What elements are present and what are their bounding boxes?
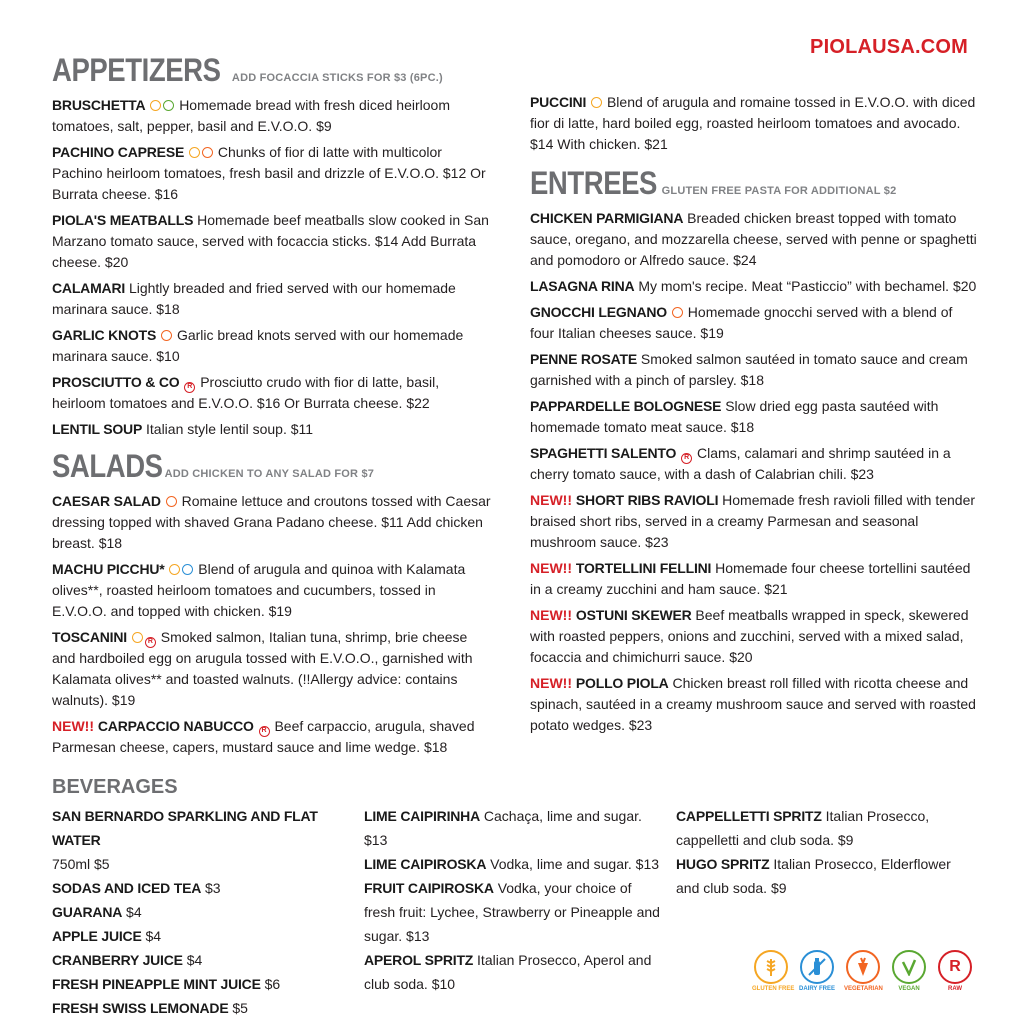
salads-title: SALADS [52, 448, 163, 484]
legend-vegan [890, 950, 928, 992]
item-description: Blend of arugula and romaine tossed in E.V.O.O. with diced fior di latte, hard boiled egg, roasted heirloom tomatoes and avocado. $14 With chicken. $21 [530, 94, 976, 152]
new-badge: NEW!! [530, 607, 572, 623]
menu-item-penne-rosate [530, 349, 980, 391]
appetizers-subtitle: ADD FOCACCIA STICKS FOR $3 (6PC.) [231, 72, 443, 84]
item-name: PACHINO CAPRESE [52, 144, 185, 160]
gluten-free-icon [169, 564, 180, 575]
menu-item-pollo-piola [530, 673, 980, 736]
item-name: CALAMARI [52, 280, 126, 296]
item-description: Homemade bread with fresh diced heirloom tomatoes, salt, pepper, basil and E.V.O.O. $9 [52, 97, 450, 134]
item-name: OSTUNI SKEWER [575, 607, 692, 623]
item-description: Breaded chicken breast topped with tomato sauce, oregano, and mozzarella cheese, served with penne or spaghetti and pomodoro or Alfredo sauce. $24 [530, 210, 977, 268]
item-name: CARPACCIO NABUCCO [97, 718, 254, 734]
raw-icon: R [259, 726, 270, 737]
item-description: Garlic bread knots served with our homemade marinara sauce. $10 [52, 327, 464, 364]
menu-item-toscanini [52, 627, 492, 711]
item-description: Homemade gnocchi served with a blend of four Italian cheeses sauce. $19 [530, 304, 953, 341]
beverages-title: BEVERAGES [52, 776, 178, 798]
legend-label: VEGAN [898, 986, 920, 992]
beverage-name: APEROL SPRITZ [364, 952, 474, 968]
item-name: POLLO PIOLA [575, 675, 669, 691]
beverage-name: SAN BERNARDO SPARKLING AND FLAT WATER [52, 808, 318, 848]
menu-item-lasagna-rina [530, 276, 980, 297]
item-description: Lightly breaded and fried served with our homemade marinara sauce. $18 [52, 280, 456, 317]
raw-icon: R [938, 950, 972, 984]
menu-item-short-ribs-ravioli [530, 490, 980, 553]
legend-label: RAW [948, 986, 962, 992]
dairy-free-icon [182, 564, 193, 575]
legend-label: DAIRY FREE [798, 986, 835, 992]
beverage-name: FRESH SWISS LEMONADE [52, 1000, 229, 1016]
beverages-column-3 [676, 804, 976, 900]
beverage-desc: Vodka, your choice of fresh fruit: Lychee, Strawberry or Pineapple and sugar. $13 [364, 880, 660, 944]
menu-item-tortellini-fellini [530, 558, 980, 600]
item-name: SHORT RIBS RAVIOLI [575, 492, 719, 508]
item-name: CAESAR SALAD [52, 493, 161, 509]
beverage-item [364, 804, 664, 852]
beverage-item [676, 804, 976, 852]
item-name: SPAGHETTI SALENTO [530, 445, 677, 461]
item-name: GNOCCHI LEGNANO [530, 304, 668, 320]
dietary-legend [752, 950, 974, 992]
salads-subtitle: ADD CHICKEN TO ANY SALAD FOR $7 [164, 468, 375, 480]
appetizers-header [52, 52, 492, 89]
menu-item-puccini [530, 92, 980, 155]
beverage-desc: $5 [232, 1000, 248, 1016]
item-description: Beef carpaccio, arugula, shaved Parmesan cheese, capers, mustard sauce and lime wedge. $18 [52, 718, 475, 755]
item-name: PROSCIUTTO & CO [52, 374, 180, 390]
item-name: TORTELLINI FELLINI [575, 560, 712, 576]
legend-label: GLUTEN FREE [752, 986, 795, 992]
raw-icon: R [184, 382, 195, 393]
beverage-desc: $4 [126, 904, 142, 920]
beverage-item [52, 804, 352, 876]
menu-item-ostuni-skewer [530, 605, 980, 668]
item-name: LASAGNA RINA [530, 278, 635, 294]
carrot-icon [846, 950, 880, 984]
beverage-desc: $4 [145, 928, 162, 944]
item-name: LENTIL SOUP [52, 421, 143, 437]
beverage-item [364, 948, 664, 996]
beverage-name: FRESH PINEAPPLE MINT JUICE [52, 976, 261, 992]
salads-header [52, 448, 492, 485]
beverage-name: CRANBERRY JUICE [52, 952, 183, 968]
entrees-header [530, 165, 980, 202]
new-badge: NEW!! [530, 492, 572, 508]
item-name: PAPPARDELLE BOLOGNESE [530, 398, 722, 414]
menu-item-caesar-salad [52, 491, 492, 554]
raw-icon: R [145, 637, 156, 648]
item-description: Clams, calamari and shrimp sautéed in a cherry tomato sauce, with a dash of Calabrian chili. $23 [530, 445, 951, 482]
menu-item-piolas-meatballs [52, 210, 492, 273]
gluten-free-icon [150, 100, 161, 111]
bottle-icon [800, 950, 834, 984]
gluten-free-icon [591, 97, 602, 108]
beverage-item [52, 972, 352, 996]
legend-label: VEGETARIAN [844, 986, 883, 992]
item-description: My mom's recipe. Meat “Pasticcio” with bechamel. $20 [638, 278, 977, 294]
item-description: Romaine lettuce and croutons tossed with Caesar dressing topped with shaved Grana Padano cheese. $11 Add chicken breast. $18 [52, 493, 491, 551]
menu-item-garlic-knots [52, 325, 492, 367]
vegetarian-icon [161, 330, 172, 341]
beverage-item [364, 852, 664, 876]
item-description: Chunks of fior di latte with multicolor Pachino heirloom tomatoes, fresh basil and drizzle of E.V.O.O. $12 Or Burrata cheese. $16 [52, 144, 486, 202]
item-description: Chicken breast roll filled with ricotta cheese and spinach, sautéed in a creamy mushroom sauce and served with roasted potato wedges. $23 [530, 675, 976, 733]
beverage-item [364, 876, 664, 948]
item-description: Homemade four cheese tortellini sautéed in a creamy zucchini and ham sauce. $21 [530, 560, 971, 597]
menu-item-lentil-soup [52, 419, 492, 440]
beverage-item [676, 852, 976, 900]
vegan-icon [163, 100, 174, 111]
beverage-item [52, 948, 352, 972]
beverages-column-2 [364, 804, 664, 996]
leaf-icon [892, 950, 926, 984]
beverages-column-1 [52, 804, 352, 1020]
item-description: Slow dried egg pasta sautéed with homemade tomato meat sauce. $18 [530, 398, 939, 435]
menu-item-gnocchi-legnano [530, 302, 980, 344]
item-description: Beef meatballs wrapped in speck, skewered with roasted peppers, onions and zucchini, served with a mixed salad, focaccia and chimichurri sauce. $20 [530, 607, 969, 665]
menu-item-bruschetta [52, 95, 492, 137]
beverage-name: APPLE JUICE [52, 928, 142, 944]
entrees-subtitle: GLUTEN FREE PASTA FOR ADDITIONAL $2 [661, 185, 897, 197]
gluten-free-icon [189, 147, 200, 158]
gluten-free-icon [132, 632, 143, 643]
left-column [52, 52, 492, 763]
item-name: PIOLA'S MEATBALLS [52, 212, 194, 228]
vegetarian-icon [202, 147, 213, 158]
appetizers-title: APPETIZERS [52, 52, 221, 88]
beverage-name: FRUIT CAIPIROSKA [364, 880, 494, 896]
item-name: PUCCINI [530, 94, 587, 110]
beverage-desc: $3 [205, 880, 221, 896]
website-url[interactable]: PIOLAUSA.COM [810, 36, 968, 58]
vegetarian-icon [672, 307, 683, 318]
wheat-icon [754, 950, 788, 984]
new-badge: NEW!! [52, 718, 94, 734]
legend-raw [936, 950, 974, 992]
beverage-item [52, 900, 352, 924]
item-description: Smoked salmon, Italian tuna, shrimp, brie cheese and hardboiled egg on arugula tossed with E.V.O.O., garnished with Kalamata olives** and toasted walnuts. (!!Allergy advice: contains walnuts). $19 [52, 629, 473, 708]
legend-vegetarian [844, 950, 882, 992]
item-description: Smoked salmon sautéed in tomato sauce and cream garnished with a pinch of parsley. $18 [530, 351, 968, 388]
beverage-desc: $4 [186, 952, 203, 968]
legend-gluten-free [752, 950, 795, 992]
raw-icon: R [681, 453, 692, 464]
menu-item-pachino-caprese [52, 142, 492, 205]
new-badge: NEW!! [530, 675, 572, 691]
menu-item-carpaccio-nabucco [52, 716, 492, 758]
new-badge: NEW!! [530, 560, 572, 576]
beverage-desc: Vodka, lime and sugar. $13 [490, 856, 660, 872]
right-column [530, 92, 980, 741]
beverage-name: LIME CAIPIRINHA [364, 808, 481, 824]
beverage-item [52, 876, 352, 900]
beverage-name: CAPPELLETTI SPRITZ [676, 808, 822, 824]
beverage-desc: $6 [264, 976, 281, 992]
menu-item-spaghetti-salento [530, 443, 980, 485]
beverage-desc: Italian Prosecco, cappelletti and club soda. $9 [676, 808, 930, 848]
vegetarian-icon [166, 496, 177, 507]
item-description: Blend of arugula and quinoa with Kalamata olives**, roasted heirloom tomatoes and cucumbers, tossed in E.V.O.O. and topped with chicken. $19 [52, 561, 466, 619]
item-name: GARLIC KNOTS [52, 327, 157, 343]
item-description: Prosciutto crudo with fior di latte, basil, heirloom tomatoes and E.V.O.O. $16 Or Burrata cheese. $22 [52, 374, 440, 411]
beverage-name: HUGO SPRITZ [676, 856, 770, 872]
beverage-desc: Italian Prosecco, Elderflower and club soda. $9 [676, 856, 951, 896]
beverage-item [52, 924, 352, 948]
menu-item-prosciutto-co [52, 372, 492, 414]
item-name: TOSCANINI [52, 629, 127, 645]
beverage-item [52, 996, 352, 1020]
item-description: Homemade fresh ravioli filled with tender braised short ribs, served in a creamy Parmesan and seasonal mushroom sauce. $23 [530, 492, 976, 550]
item-description: Homemade beef meatballs slow cooked in San Marzano tomato sauce, served with focaccia sticks. $14 Add Burrata cheese. $20 [52, 212, 489, 270]
item-name: MACHU PICCHU* [52, 561, 165, 577]
beverage-desc: Cachaça, lime and sugar. $13 [364, 808, 642, 848]
menu-item-pappardelle-bolognese [530, 396, 980, 438]
beverage-name: SODAS AND ICED TEA [52, 880, 202, 896]
menu-item-calamari [52, 278, 492, 320]
beverage-name: LIME CAIPIROSKA [364, 856, 487, 872]
legend-dairy-free [798, 950, 836, 992]
menu-item-machu-picchu [52, 559, 492, 622]
item-name: PENNE ROSATE [530, 351, 638, 367]
item-description: Italian style lentil soup. $11 [146, 421, 314, 437]
item-name: CHICKEN PARMIGIANA [530, 210, 684, 226]
menu-item-chicken-parmigiana [530, 208, 980, 271]
beverage-name: GUARANA [52, 904, 123, 920]
entrees-title: ENTREES [530, 165, 657, 201]
beverage-desc: 750ml $5 [52, 856, 110, 872]
item-name: BRUSCHETTA [52, 97, 146, 113]
beverage-desc: Italian Prosecco, Aperol and club soda. $10 [364, 952, 652, 992]
